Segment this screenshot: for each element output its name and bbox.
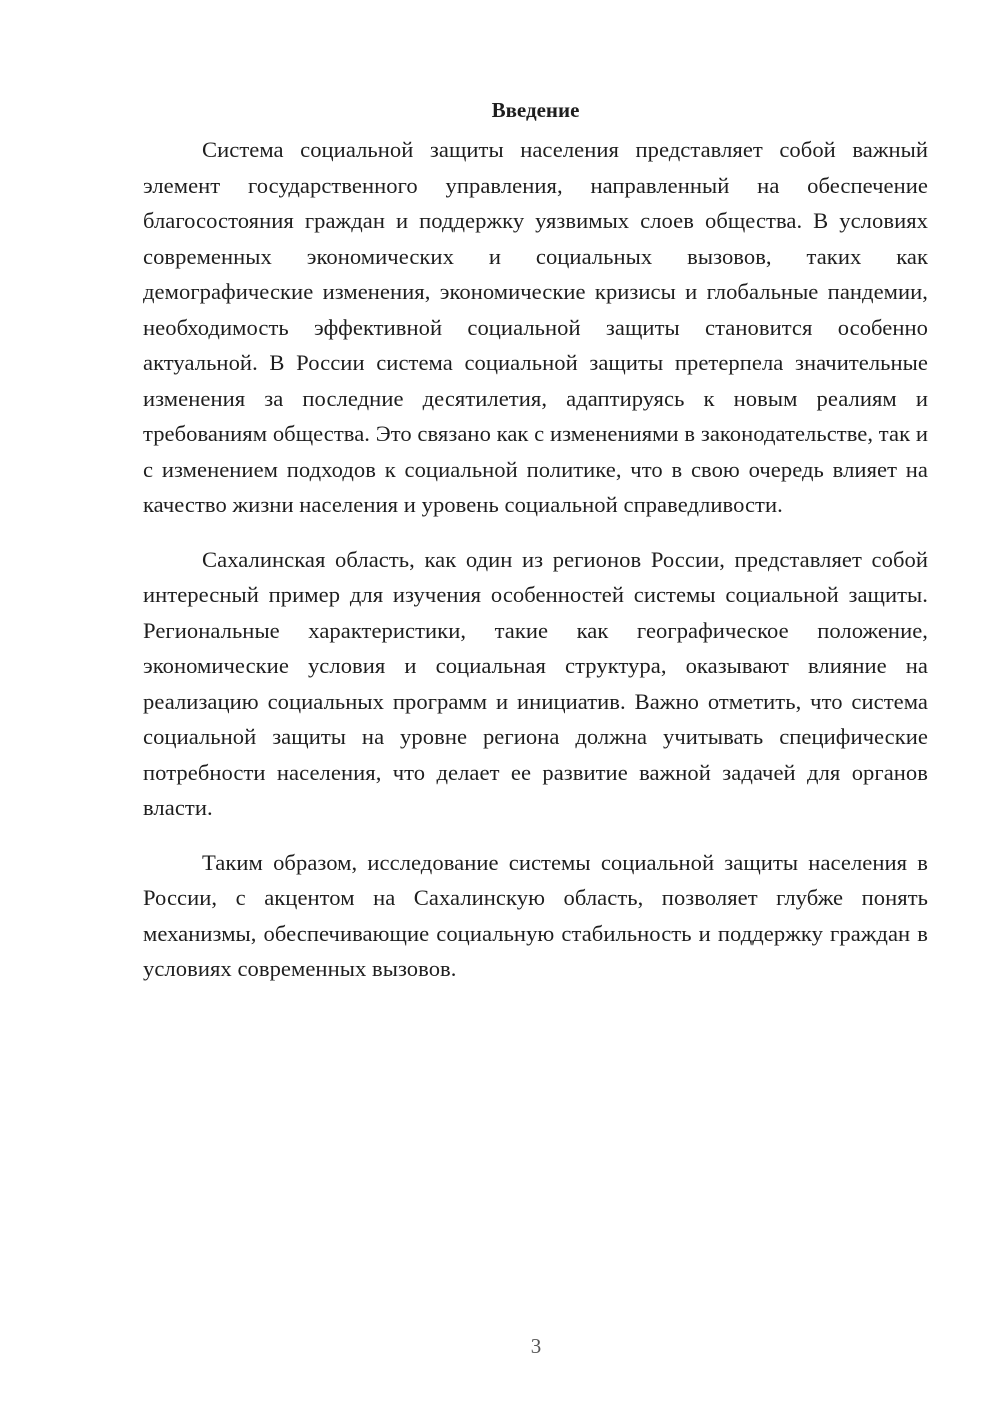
paragraph-sakhalin: Сахалинская область, как один из регионов России, представляет собой интересный пример для изучения особенностей системы социальной защиты. Региональные характеристики, такие как географическое положение, экономические условия и социальная структура, оказывают влияние на реализацию социальных программ и инициатив. Важно отметить, что система социальной защиты на уровне региона должна учитывать специфические потребности населения, что делает ее развитие важной задачей для органов власти. bbox=[143, 546, 928, 820]
paragraph-intro: Система социальной защиты населения представляет собой важный элемент государственного управления, направленный на обеспечение благосостояния граждан и поддержку уязвимых слоев общества. В условиях современных экономических и социальных вызовов, таких как демографические изменения, экономические кризисы и глобальные пандемии, необходимость эффективной социальной защиты становится особенно актуальной. В России система социальной защиты претерпела значительные изменения за последние десятилетия, адаптируясь к новым реалиям и требованиям общества. Это связано как с изменениями в законодательстве, так и с изменением подходов к социальной политике, что в свою очередь влияет на качество жизни населения и уровень социальной справедливости. bbox=[143, 137, 928, 517]
paragraph-conclusion: Таким образом, исследование системы социальной защиты населения в России, с акцентом на Сахалинскую область, позволяет глубже понять механизмы, обеспечивающие социальную стабильность и поддержку граждан в условиях современных вызовов. bbox=[143, 849, 928, 981]
page-number: 3 bbox=[530, 1334, 542, 1358]
page-content bbox=[143, 92, 928, 987]
section-heading: Введение bbox=[491, 98, 580, 122]
